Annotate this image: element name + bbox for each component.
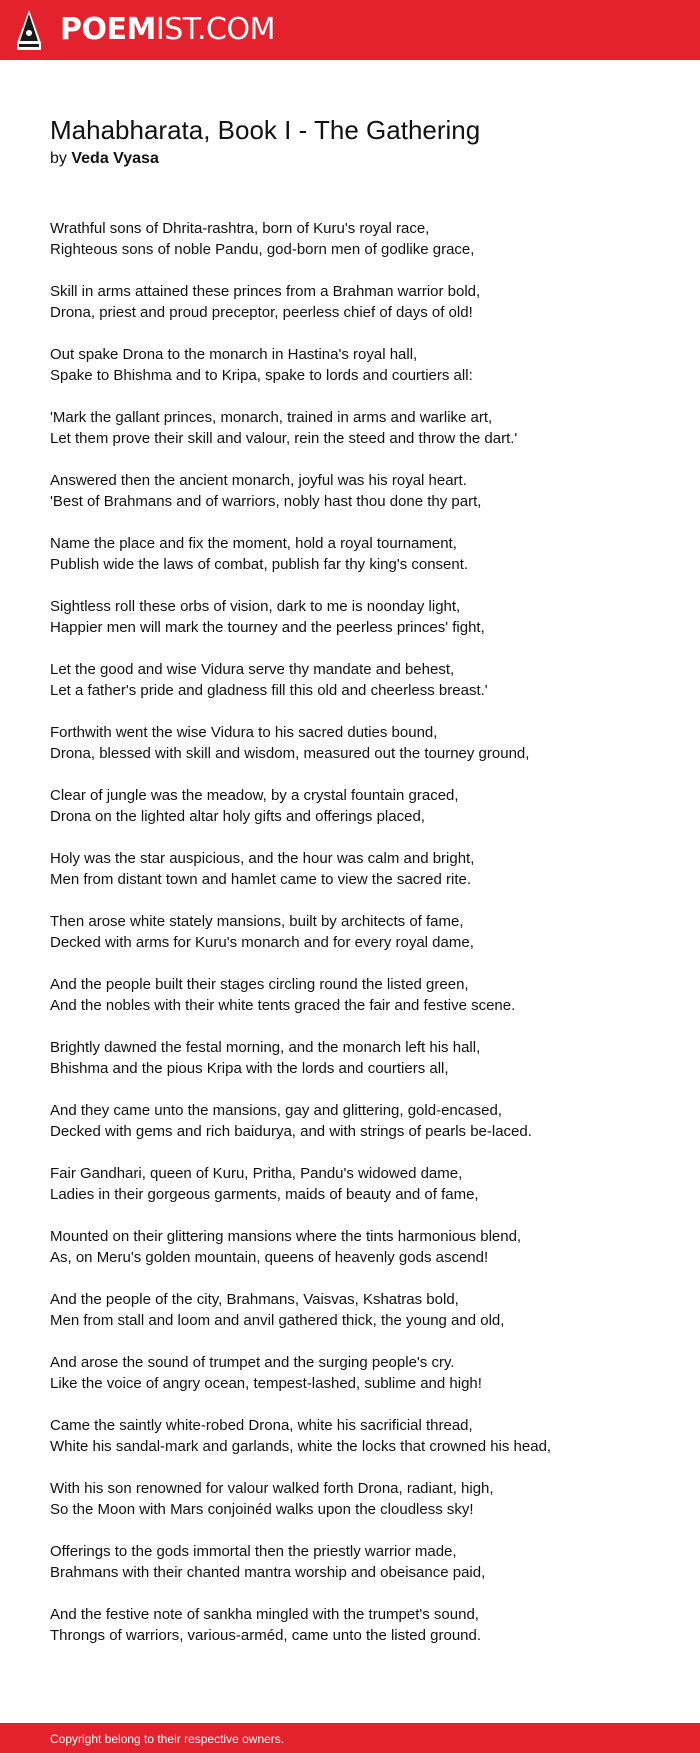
stanza <box>50 785 670 827</box>
poem-line: 'Best of Brahmans and of warriors, nobly hast thou done thy part, <box>50 493 482 510</box>
poem-body <box>50 218 670 1667</box>
poem-line: Let them prove their skill and valour, rein the steed and throw the dart.' <box>50 430 518 447</box>
site-logo-text[interactable] <box>60 12 275 48</box>
pen-nib-icon[interactable] <box>16 9 42 51</box>
poem-line: As, on Meru's golden mountain, queens of heavenly gods ascend! <box>50 1249 489 1266</box>
poem-line: Decked with arms for Kuru's monarch and for every royal dame, <box>50 934 474 951</box>
poem-line: Drona, priest and proud preceptor, peerless chief of days of old! <box>50 304 473 321</box>
stanza <box>50 722 670 764</box>
poem-line: Brightly dawned the festal morning, and the monarch left his hall, <box>50 1039 481 1056</box>
poem-line: Clear of jungle was the meadow, by a crystal fountain graced, <box>50 787 459 804</box>
stanza <box>50 281 670 323</box>
stanza <box>50 911 670 953</box>
poem-line: And the people built their stages circling round the listed green, <box>50 976 469 993</box>
poem-line: Brahmans with their chanted mantra worship and obeisance paid, <box>50 1564 486 1581</box>
stanza <box>50 344 670 386</box>
poem-line: And the festive note of sankha mingled with the trumpet's sound, <box>50 1606 479 1623</box>
poem-line: Men from stall and loom and anvil gathered thick, the young and old, <box>50 1312 505 1329</box>
poem-line: Offerings to the gods immortal then the priestly warrior made, <box>50 1543 457 1560</box>
stanza <box>50 1541 670 1583</box>
stanza <box>50 1163 670 1205</box>
poem-line: Men from distant town and hamlet came to view the sacred rite. <box>50 871 472 888</box>
poem-line: Mounted on their glittering mansions where the tints harmonious blend, <box>50 1228 522 1245</box>
stanza <box>50 1100 670 1142</box>
site-footer <box>0 1723 700 1753</box>
byline <box>50 148 159 170</box>
poem-line: Ladies in their gorgeous garments, maids of beauty and of fame, <box>50 1186 479 1203</box>
poem-line: Righteous sons of noble Pandu, god-born men of godlike grace, <box>50 241 475 258</box>
stanza <box>50 659 670 701</box>
stanza <box>50 848 670 890</box>
poem-line: Answered then the ancient monarch, joyful was his royal heart. <box>50 472 467 489</box>
poem-line: Like the voice of angry ocean, tempest-lashed, sublime and high! <box>50 1375 482 1392</box>
copyright-notice: Copyright belong to their respective owners. <box>50 1732 285 1746</box>
author-name: Veda Vyasa <box>71 150 159 167</box>
poem-line: Bhishma and the pious Kripa with the lords and courtiers all, <box>50 1060 449 1077</box>
poem-line: And arose the sound of trumpet and the surging people's cry. <box>50 1354 455 1371</box>
brand-bold: POEM <box>60 12 156 47</box>
stanza <box>50 407 670 449</box>
poem-line: White his sandal-mark and garlands, white the locks that crowned his head, <box>50 1438 552 1455</box>
stanza <box>50 1415 670 1457</box>
stanza <box>50 1037 670 1079</box>
site-header <box>0 0 700 60</box>
poem-line: Publish wide the laws of combat, publish far thy king's consent. <box>50 556 469 573</box>
poem-line: 'Mark the gallant princes, monarch, trained in arms and warlike art, <box>50 409 493 426</box>
poem-line: Let a father's pride and gladness fill this old and cheerless breast.' <box>50 682 488 699</box>
by-label: by <box>50 150 67 167</box>
poem-line: And the people of the city, Brahmans, Vaisvas, Kshatras bold, <box>50 1291 459 1308</box>
poem-title: Mahabharata, Book I - The Gathering <box>50 115 481 145</box>
poem-line: Sightless roll these orbs of vision, dark to me is noonday light, <box>50 598 461 615</box>
poem-line: Drona, blessed with skill and wisdom, measured out the tourney ground, <box>50 745 530 762</box>
poem-line: Forthwith went the wise Vidura to his sacred duties bound, <box>50 724 438 741</box>
stanza <box>50 1478 670 1520</box>
poem-line: Fair Gandhari, queen of Kuru, Pritha, Pandu's widowed dame, <box>50 1165 463 1182</box>
poem-line: Spake to Bhishma and to Kripa, spake to lords and courtiers all: <box>50 367 473 384</box>
poem-line: Came the saintly white-robed Drona, white his sacrificial thread, <box>50 1417 473 1434</box>
poem-line: Out spake Drona to the monarch in Hastina's royal hall, <box>50 346 418 363</box>
poem-line: Wrathful sons of Dhrita-rashtra, born of Kuru's royal race, <box>50 220 430 237</box>
stanza <box>50 533 670 575</box>
stanza <box>50 470 670 512</box>
poem-line: Drona on the lighted altar holy gifts and offerings placed, <box>50 808 425 825</box>
stanza <box>50 596 670 638</box>
stanza <box>50 1352 670 1394</box>
poem-line: With his son renowned for valour walked forth Drona, radiant, high, <box>50 1480 494 1497</box>
stanza <box>50 1604 670 1646</box>
poem-line: And the nobles with their white tents graced the fair and festive scene. <box>50 997 516 1014</box>
poem-line: Throngs of warriors, various-arméd, came unto the listed ground. <box>50 1627 482 1644</box>
stanza <box>50 218 670 260</box>
stanza <box>50 1289 670 1331</box>
poem-line: So the Moon with Mars conjoinéd walks upon the cloudless sky! <box>50 1501 474 1518</box>
poem-line: Then arose white stately mansions, built by architects of fame, <box>50 913 464 930</box>
poem-line: Holy was the star auspicious, and the hour was calm and bright, <box>50 850 475 867</box>
poem-line: Skill in arms attained these princes from a Brahman warrior bold, <box>50 283 481 300</box>
stanza <box>50 1226 670 1268</box>
poem-line: Decked with gems and rich baidurya, and with strings of pearls be-laced. <box>50 1123 532 1140</box>
poem-line: Let the good and wise Vidura serve thy mandate and behest, <box>50 661 455 678</box>
stanza <box>50 974 670 1016</box>
poem-line: Name the place and fix the moment, hold a royal tournament, <box>50 535 457 552</box>
poem-line: Happier men will mark the tourney and the peerless princes' fight, <box>50 619 485 636</box>
poem-line: And they came unto the mansions, gay and glittering, gold-encased, <box>50 1102 502 1119</box>
brand-rest: IST.COM <box>155 12 275 47</box>
